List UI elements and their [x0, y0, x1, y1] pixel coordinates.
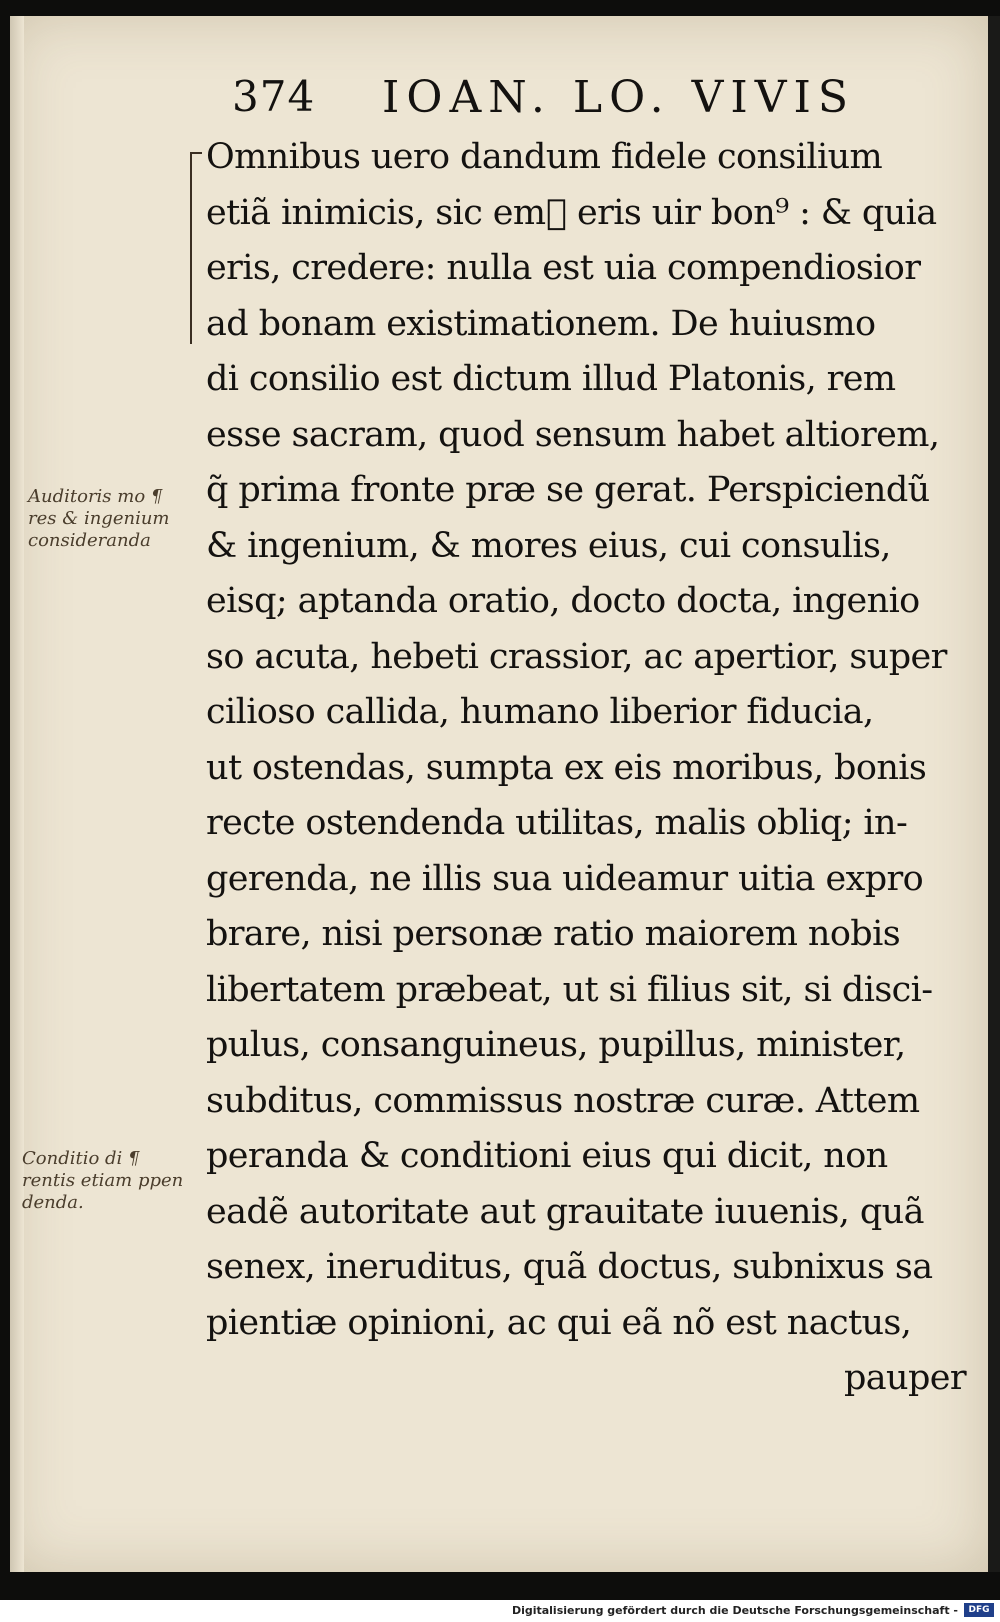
- text-line: brare, nisi personæ ratio maiorem nobis: [206, 914, 901, 954]
- digitization-footer: [0, 1600, 1000, 1622]
- margin-note-line: Auditoris mo ¶: [28, 486, 163, 507]
- text-line: ut ostendas, sumpta ex eis moribus, bonis: [206, 747, 927, 788]
- margin-note-line: consideranda: [28, 530, 151, 551]
- handwritten-bracket-mark: [190, 152, 202, 344]
- funding-credit: Digitalisierung gefördert durch die Deutsche Forschungsgemeinschaft -: [511, 1604, 958, 1617]
- text-line: senex, ineruditus, quã doctus, subnixus sa: [206, 1247, 933, 1287]
- running-head: IOAN. LO. VIVIS: [382, 72, 856, 123]
- text-line: subditus, commissus nostræ curæ. Attem: [206, 1080, 920, 1121]
- folio-number: 374: [232, 72, 316, 121]
- text-line: ciliosо callida, humano liberior fiducia,: [206, 692, 874, 732]
- text-line: esse sacram, quod sensum habet altiorem,: [206, 414, 940, 455]
- text-line: peranda & conditioni eius qui dicit, non: [206, 1136, 888, 1176]
- page-edge: [988, 16, 1000, 1572]
- margin-note-line: Conditio di ¶: [22, 1148, 140, 1169]
- text-line: q̃ prima fronte præ se gerat. Perspiciendũ: [206, 470, 930, 510]
- page-header: [232, 72, 972, 132]
- margin-note-audience: [28, 486, 170, 552]
- text-line: di consilio est dictum illud Platonis, rem: [206, 359, 896, 399]
- text-line: libertatem præbeat, ut si filius sit, si disci-: [206, 969, 933, 1010]
- main-text-block: [206, 130, 976, 1407]
- text-line: ad bonam existimationem. De huiusmo: [206, 303, 876, 344]
- text-line: so acuta, hebeti crassior, ac apertior, super: [206, 636, 947, 677]
- text-line: recte ostendenda utilitas, malis obliq; in-: [206, 803, 908, 843]
- text-line: pientiæ opinioni, ac qui eã nõ est nactus,: [206, 1302, 912, 1343]
- text-line: eris, credere: nulla est uia compendiosior: [206, 248, 921, 288]
- text-line: pulus, consanguineus, pupillus, minister,: [206, 1025, 906, 1065]
- margin-note-line: rentis etiam ppen: [22, 1170, 184, 1191]
- margin-note-condition: [22, 1148, 183, 1214]
- text-line: & ingenium, & mores eius, cui consulis,: [206, 525, 891, 566]
- text-line: Omnibus uero dandum fidele consilium: [206, 137, 883, 177]
- text-line: eadẽ autoritate aut grauitate iuuenis, quã: [206, 1191, 924, 1232]
- page-gutter-shadow: [10, 16, 24, 1572]
- margin-note-line: res & ingenium: [28, 508, 170, 529]
- margin-note-line: denda.: [22, 1192, 84, 1213]
- text-line: etiã inimicis, sic emᷓ eris uir bon⁹ : & quia: [206, 192, 937, 233]
- dfg-logo: DFG: [964, 1603, 994, 1617]
- catchword: pauper: [843, 1358, 966, 1398]
- text-line: gerenda, ne illis sua uideamur uitia expro: [206, 858, 924, 899]
- text-line: eisq; aptanda oratio, docto docta, ingenio: [206, 581, 920, 621]
